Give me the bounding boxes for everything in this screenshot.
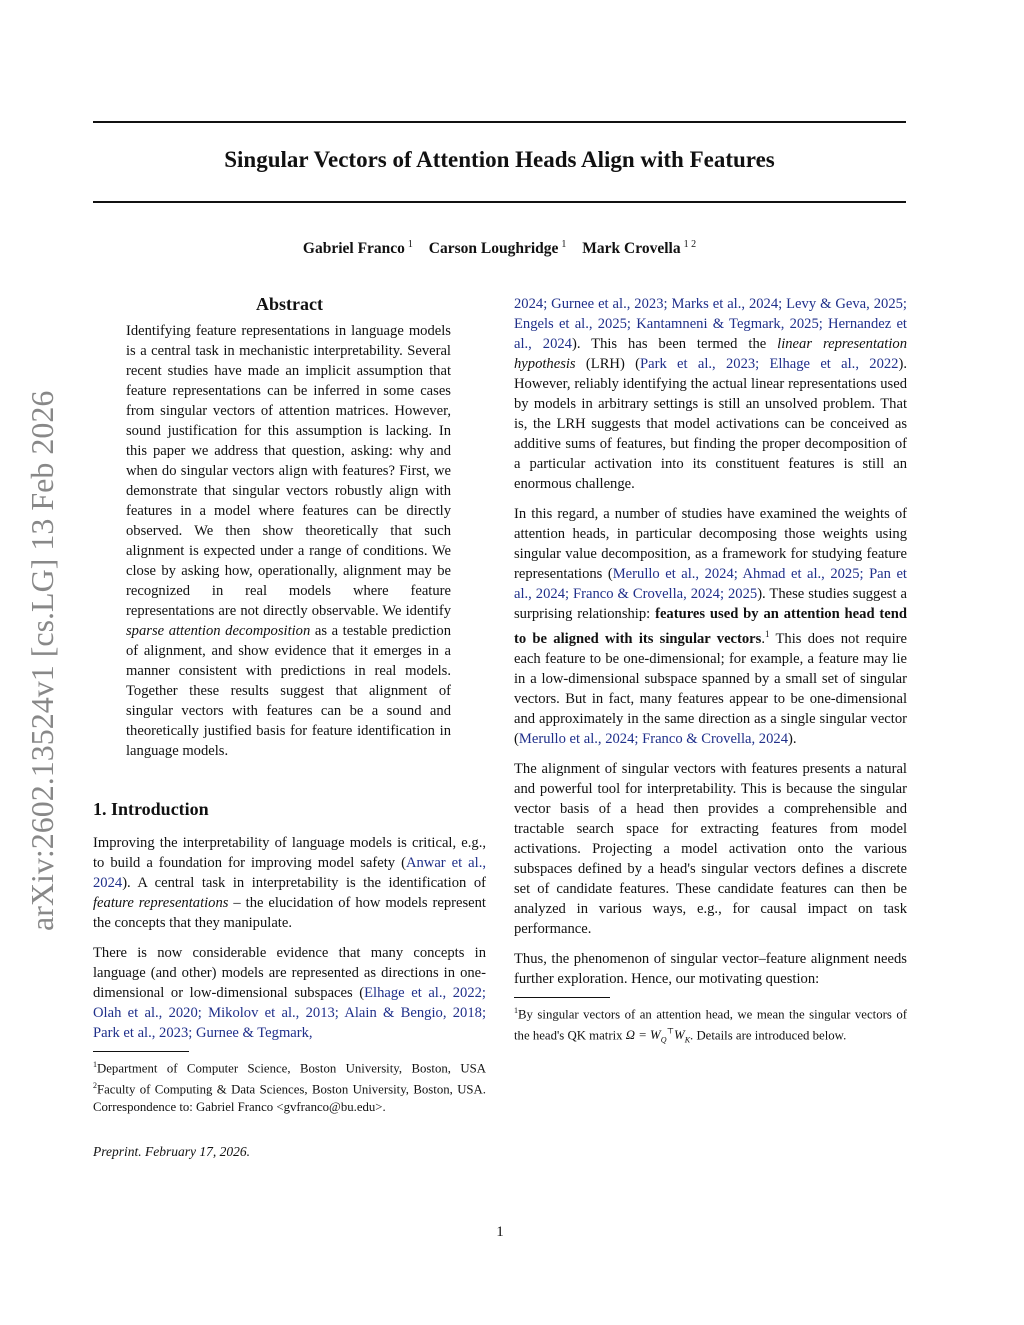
intro-paragraph-3: In this regard, a number of studies have examined the weights of attention heads, in particular decomposing those weights using singular value decomposition, as a framework for studying feature representations (Merullo et al., 2024; Ahmad et al., 2025; Pan et al., 2024; Franco & Crovella, 2024; 2025). These studies suggest a surprising relationship: features used by an attention head tend to be aligned with its singular vectors.$^1$ This does not require each feature to be one-dimensional; for example, a feature may lie in a low-dimensional subspace spanned by a small set of singular vectors. But in fact, many features appear to be one-dimensional and approximately in the same direction as a single singular vector (Merullo et al., 2024; Franco & Crovella, 2024).	[514, 506, 908, 747]
arxiv-stamp: arXiv:2602.13524v1 [cs.LG] 13 Feb 2026	[24, 390, 60, 931]
affiliation-footnote: $^1$Department of Computer Science, Boston University, Boston, USA $^2$Faculty of Computing & Data Sciences, Boston University, Boston, USA. Correspondence to: Gabriel Franco <gvfranco@bu.edu>.	[93, 1060, 486, 1114]
top-rule	[93, 121, 906, 123]
footnote-1: $^1$By singular vectors of an attention head, we mean the singular vectors of the head's QK matrix $\Omega = W_Q^⊤W_K$. Details are introduced below.	[514, 1005, 907, 1045]
citation-link[interactable]: 2024; Gurnee et al., 2023; Marks et al., 2024; Levy & Geva, 2025; Engels et al., 2025; Kantamneni & Tegmark, 2025; Hernandez et al., 2024	[514, 296, 907, 352]
citation-link[interactable]: Anwar et al., 2024	[93, 855, 486, 891]
preprint-date: Preprint. February 17, 2026.	[93, 1143, 250, 1159]
intro-paragraph-2-continued: 2024; Gurnee et al., 2023; Marks et al., 2024; Levy & Geva, 2025; Engels et al., 2025; Kantamneni & Tegmark, 2025; Hernandez et al., 2024). This has been termed the linear representation hypothesis (LRH) (Park et al., 2023; Elhage et al., 2022). However, reliably identifying the actual linear representations used by models in arbitrary settings is still an unsolved problem. That is, the LRH suggests that model activations can be conceived as additive sums of features, but finding the proper decomposition of a particular activation into its constituent features is still an enormous challenge.	[514, 296, 907, 492]
footnote-rule	[514, 997, 610, 998]
page-number: 1	[496, 1224, 504, 1240]
abstract-body: Identifying feature representations in language models is a central task in mechanistic interpretability. Several recent studies have made an implicit assumption that feature representations can be inferred in some cases from singular vectors of attention matrices. However, sound justification for this assumption is lacking. In this paper we address that question, asking: why and when do singular vectors align with features? First, we demonstrate that singular vectors robustly align with features in a model where features can be directly observed. We then show theoretically that such alignment is expected under a range of conditions. We close by asking how, operationally, alignment may be recognized in real models where feature representations are not directly observable. We identify sparse attention decomposition as a testable prediction of alignment, and show evidence that it emerges in a manner consistent with predictions in real models. Together these results suggest that alignment of singular vectors with features can be a sound and theoretically justified basis for feature identification in language models.	[126, 323, 451, 759]
abstract-heading: Abstract	[256, 294, 323, 314]
footnote-rule	[93, 1051, 189, 1052]
intro-paragraph-4: The alignment of singular vectors with features presents a natural and powerful tool for interpretability. This is because the singular vector basis of a head then provides a comprehensible and tractable search space for extracting features from model activations. Projecting a model activation onto the various subspaces defined by a head's singular vectors defines a discrete set of candidate features. These candidate features can then be analyzed in various ways, e.g., for causal impact on task performance.	[514, 760, 907, 937]
section-heading-introduction: 1. Introduction	[93, 799, 209, 819]
author: Mark Crovella $^{1 2}$	[582, 239, 697, 258]
left-column	[93, 292, 486, 1162]
right-column	[514, 294, 907, 1049]
author: Gabriel Franco $^1$	[302, 239, 413, 258]
citation-link[interactable]: Elhage et al., 2022; Olah et al., 2020; Mikolov et al., 2013; Alain & Bengio, 2018; Park et al., 2023; Gurnee & Tegmark,	[93, 985, 486, 1041]
title-bottom-rule	[93, 201, 906, 203]
paper-title: Singular Vectors of Attention Heads Align with Features	[224, 147, 775, 172]
intro-paragraph-5: Thus, the phenomenon of singular vector–feature alignment needs further exploration. Hence, our motivating question:	[514, 950, 907, 987]
author: Carson Loughridge $^1$	[428, 239, 567, 258]
author-list	[93, 234, 906, 260]
intro-paragraph-1: Improving the interpretability of language models is critical, e.g., to build a foundation for improving model safety (Anwar et al., 2024). A central task in interpretability is the identification of feature representations – the elucidation of how models represent the concepts that they manipulate.	[93, 835, 486, 931]
math-omega: $\Omega = W_Q^⊤W_K$	[625, 1027, 691, 1045]
intro-paragraph-2: There is now considerable evidence that many concepts in language (and other) models are represented as directions in one-dimensional or low-dimensional subspaces (Elhage et al., 2022; Olah et al., 2020; Mikolov et al., 2013; Alain & Bengio, 2018; Park et al., 2023; Gurnee & Tegmark,	[93, 945, 486, 1041]
citation-link[interactable]: Park et al., 2023; Elhage et al., 2022	[639, 356, 899, 372]
footnote-ref[interactable]: 1	[765, 629, 770, 639]
citation-link[interactable]: Merullo et al., 2024; Franco & Crovella, 2024	[518, 730, 788, 747]
citation-link[interactable]: Merullo et al., 2024; Ahmad et al., 2025; Pan et al., 2024; Franco & Crovella, 2024; 2025	[514, 566, 907, 602]
